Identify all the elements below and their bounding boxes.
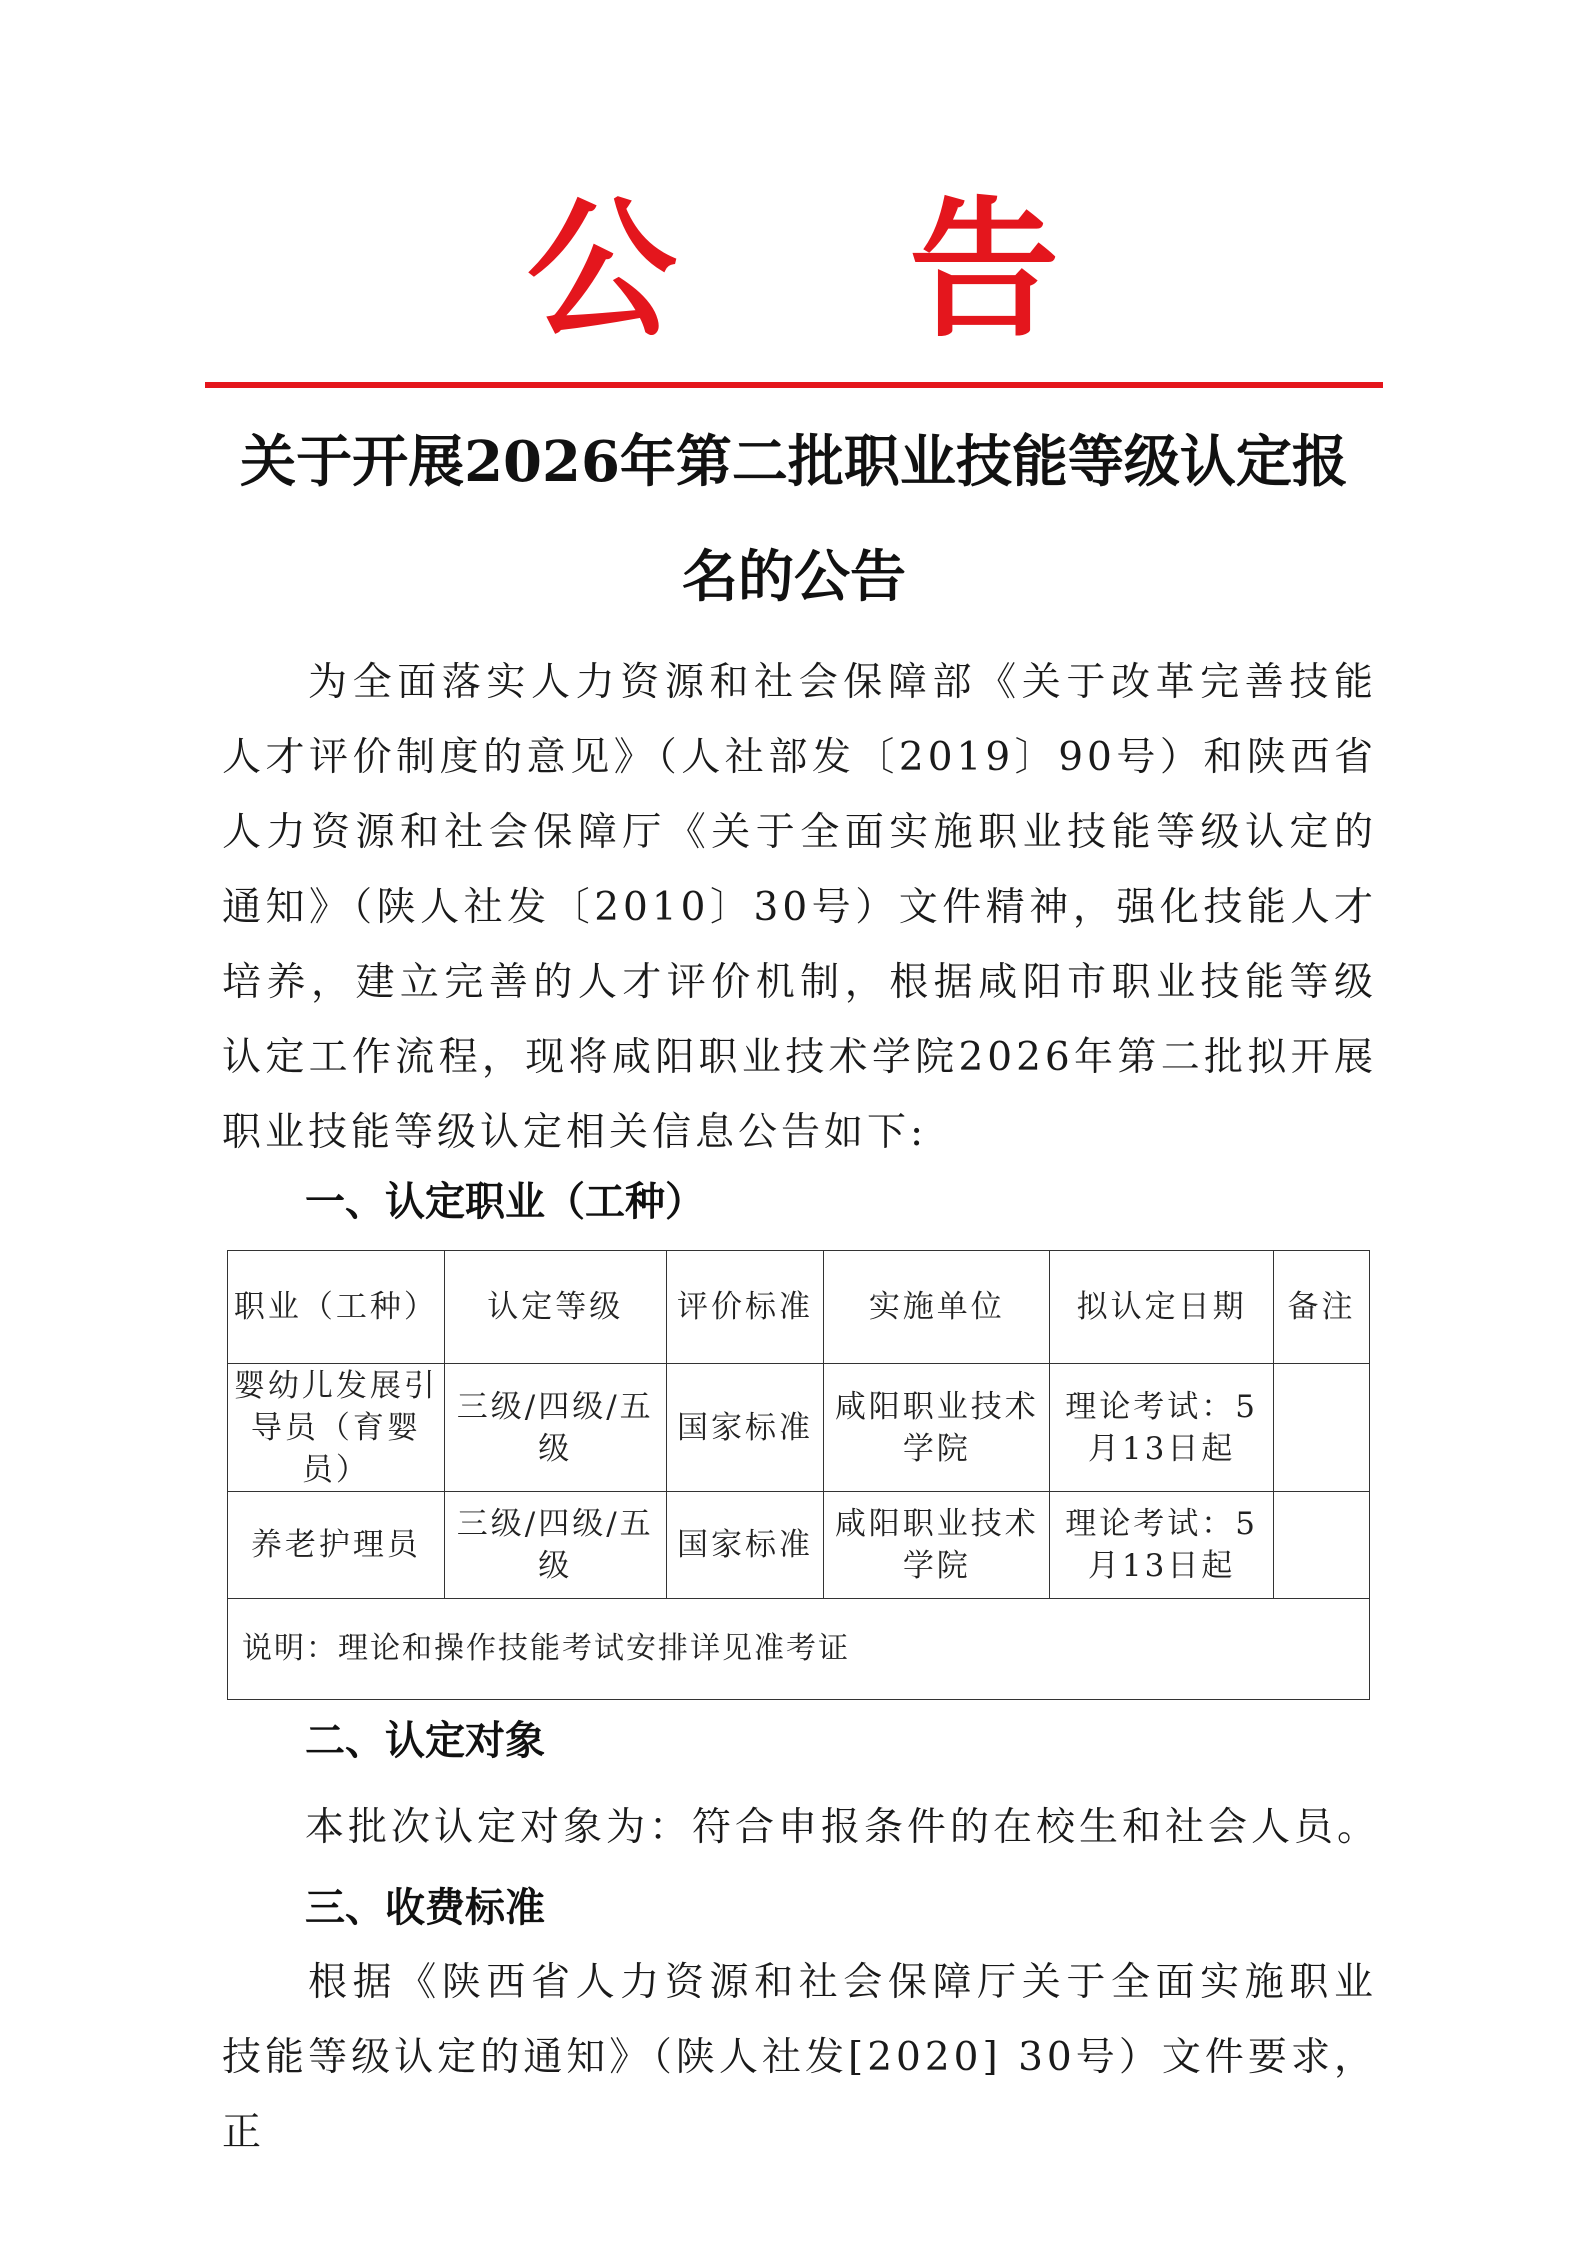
- section-3-text: 根据《陕西省人力资源和社会保障厅关于全面实施职业技能等级认定的通知》（陕人社发[2020] 30号）文件要求，正: [222, 1960, 1377, 2155]
- section-1-heading: 一、认定职业（工种）: [305, 1179, 705, 1225]
- table-note: 说明：理论和操作技能考试安排详见准考证: [228, 1599, 1370, 1700]
- section-2-text: 本批次认定对象为：符合申报条件的在校生和社会人员。: [305, 1805, 1381, 1850]
- table-header-cell: 职业（工种）: [228, 1251, 445, 1364]
- standard-cell: 国家标准: [666, 1364, 824, 1492]
- document-title: [205, 405, 1383, 635]
- intro-paragraph: 为全面落实人力资源和社会保障部《关于改革完善技能人才评价制度的意见》（人社部发〔2019〕90号）和陕西省人力资源和社会保障厅《关于全面实施职业技能等级认定的通知》（陕人社发〔2010〕30号）文件精神，强化技能人才培养，建立完善的人才评价机制，根据咸阳市职业技能等级认定工作流程，现将咸阳职业技术学院2026年第二批拟开展职业技能等级认定相关信息公告如下:: [222, 660, 1377, 1155]
- certification-table: [227, 1250, 1370, 1700]
- table-row: [228, 1364, 1370, 1492]
- table-header-cell: 拟认定日期: [1050, 1251, 1274, 1364]
- red-divider-rule: [205, 382, 1383, 388]
- occupation-cell: 养老护理员: [228, 1492, 445, 1599]
- date-cell: 理论考试：5月13日起: [1050, 1492, 1274, 1599]
- table-header-cell: 评价标准: [666, 1251, 824, 1364]
- unit-cell: 咸阳职业技术学院: [824, 1364, 1050, 1492]
- table-header-cell: 备注: [1274, 1251, 1370, 1364]
- level-cell: 三级/四级/五级: [444, 1492, 666, 1599]
- remark-cell: [1274, 1364, 1370, 1492]
- date-cell: 理论考试：5月13日起: [1050, 1364, 1274, 1492]
- table-row: [228, 1492, 1370, 1599]
- unit-cell: 咸阳职业技术学院: [824, 1492, 1050, 1599]
- table-header-cell: 认定等级: [444, 1251, 666, 1364]
- document-title-line-2: 名的公告: [682, 544, 906, 610]
- remark-cell: [1274, 1492, 1370, 1599]
- section-2-heading: 二、认定对象: [305, 1718, 545, 1764]
- occupation-cell: 婴幼儿发展引导员（育婴员）: [228, 1364, 445, 1492]
- document-title-line-1: 关于开展2026年第二批职业技能等级认定报: [240, 429, 1348, 495]
- level-cell: 三级/四级/五级: [444, 1364, 666, 1492]
- table-header-row: [228, 1251, 1370, 1364]
- standard-cell: 国家标准: [666, 1492, 824, 1599]
- table-header-cell: 实施单位: [824, 1251, 1050, 1364]
- section-3-heading: 三、收费标准: [305, 1885, 545, 1931]
- announcement-masthead: 公 告: [526, 182, 1150, 358]
- table-note-row: [228, 1599, 1370, 1700]
